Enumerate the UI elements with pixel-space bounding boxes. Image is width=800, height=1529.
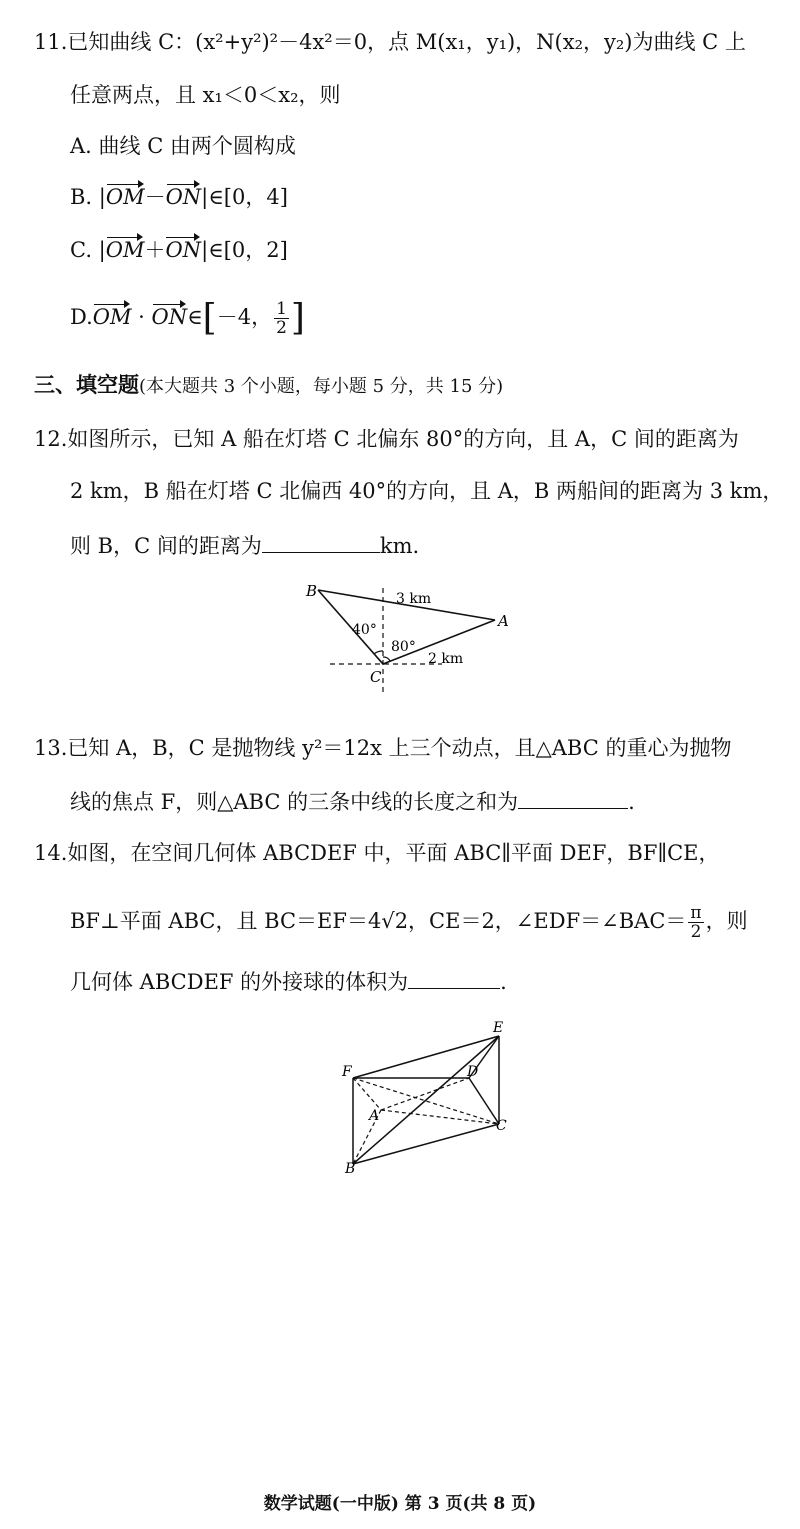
q12-line3 [70,530,419,561]
answer-blank[interactable] [408,966,500,989]
q11-optD-prefix: D. [70,305,93,329]
edge-ac [381,1110,499,1124]
q12-text-3: 则 B，C 间的距离为 [70,534,262,558]
point-b-label: B [306,582,318,600]
q11-optD-lower: －4， [216,305,273,329]
q11-option-b [70,182,288,212]
label-ab-distance: 3 km [396,591,432,607]
fraction-denominator: 2 [690,922,702,942]
vector-om: OM [106,182,145,212]
right-bracket: ] [290,297,305,339]
point-c-label: C [496,1118,507,1134]
q12-text-1: 如图所示，已知 A 船在灯塔 C 北偏东 80°的方向，且 A，C 间的距离为 [67,427,739,451]
diagonal-be [353,1036,499,1164]
point-d-label: D [467,1064,479,1080]
edge-dc [469,1078,499,1124]
point-a-label: A [369,1108,380,1124]
fraction-one-half [274,300,289,337]
fraction-numerator: π [690,903,702,923]
q11-stem-line2: 任意两点，且 x₁＜0＜x₂，则 [70,83,341,107]
edge-ad [381,1078,469,1110]
q14-figure [336,1016,536,1176]
vector-om: OM [93,302,132,332]
q11-optB-range: |∈[0，4] [201,185,288,209]
q11-optC-range: |∈[0，2] [201,238,288,262]
q11-option-d [70,297,305,339]
vector-om: OM [106,235,145,265]
q13-text-1: 已知 A，B，C 是抛物线 y²＝12x 上三个动点，且△ABC 的重心为抛物 [67,736,732,760]
left-bracket: [ [202,297,217,339]
page-footer: 数学试题(一中版) 第 3 页(共 8 页) [263,1494,537,1514]
point-f-label: F [342,1064,352,1080]
q11-optC-prefix: C. | [70,238,106,262]
q11-optD-in: ∈ [187,305,203,329]
fraction-pi-over-2 [688,904,703,941]
q12-unit: km. [379,534,420,558]
q11-optB-prefix: B. | [70,185,106,209]
q13-number: 13. [34,736,68,760]
q14-text-1: 如图，在空间几何体 ABCDEF 中，平面 ABC∥平面 DEF，BF∥CE， [67,841,720,865]
vector-on: ON [165,235,201,265]
q11-option-c [70,235,288,265]
label-ac-distance: 2 km [428,651,464,667]
q11-optB-operator: － [144,185,166,209]
answer-blank[interactable] [518,786,628,809]
section-note: (本大题共 3 个小题，每小题 5 分，共 15 分) [139,376,504,397]
q11-stem-line1 [34,27,746,57]
q14-text-2: BF⊥平面 ABC，且 BC＝EF＝4√2，CE＝2，∠EDF＝∠BAC＝ [70,909,687,933]
fraction-numerator: 1 [276,299,287,319]
label-angle-40: 40° [352,622,377,638]
q14-line1 [34,838,720,868]
q14-number: 14. [34,841,68,865]
q12-line2: 2 km，B 船在灯塔 C 北偏西 40°的方向，且 A，B 两船间的距离为 3 km， [70,479,784,503]
q11-option-a: A. 曲线 C 由两个圆构成 [70,134,296,158]
q11-optC-operator: ＋ [144,238,166,262]
q14-text-2-end: ，则 [705,909,748,933]
angle-arc-right [383,657,390,661]
q14-period: . [500,970,507,994]
q11-number: 11. [34,30,68,54]
point-b-label: B [345,1161,356,1176]
q12-line1 [34,424,739,454]
q11-stem-text-1: 已知曲线 C：(x²+y²)²－4x²＝0，点 M(x₁，y₁)，N(x₂，y₂)为曲线 C 上 [67,30,746,54]
q13-period: . [628,790,635,814]
section-3-heading [34,370,503,402]
fraction-denominator: 2 [276,318,287,338]
q11-optD-operator: · [131,305,152,329]
point-c-label: C [370,668,382,686]
q14-text-3: 几何体 ABCDEF 的外接球的体积为 [70,970,409,994]
q12-number: 12. [34,427,68,451]
vector-on: ON [152,302,188,332]
section-title: 三、填空题 [34,372,139,397]
point-e-label: E [493,1020,504,1036]
q12-figure [300,578,560,698]
label-angle-80: 80° [391,639,416,655]
q14-line3 [70,966,507,997]
vector-on: ON [166,182,202,212]
q14-line2 [70,904,748,941]
angle-arc-left [374,651,383,654]
q13-text-2: 线的焦点 F，则△ABC 的三条中线的长度之和为 [70,790,519,814]
q13-line1 [34,733,732,763]
answer-blank[interactable] [262,530,380,553]
q13-line2 [70,786,635,817]
point-a-label: A [498,612,509,630]
